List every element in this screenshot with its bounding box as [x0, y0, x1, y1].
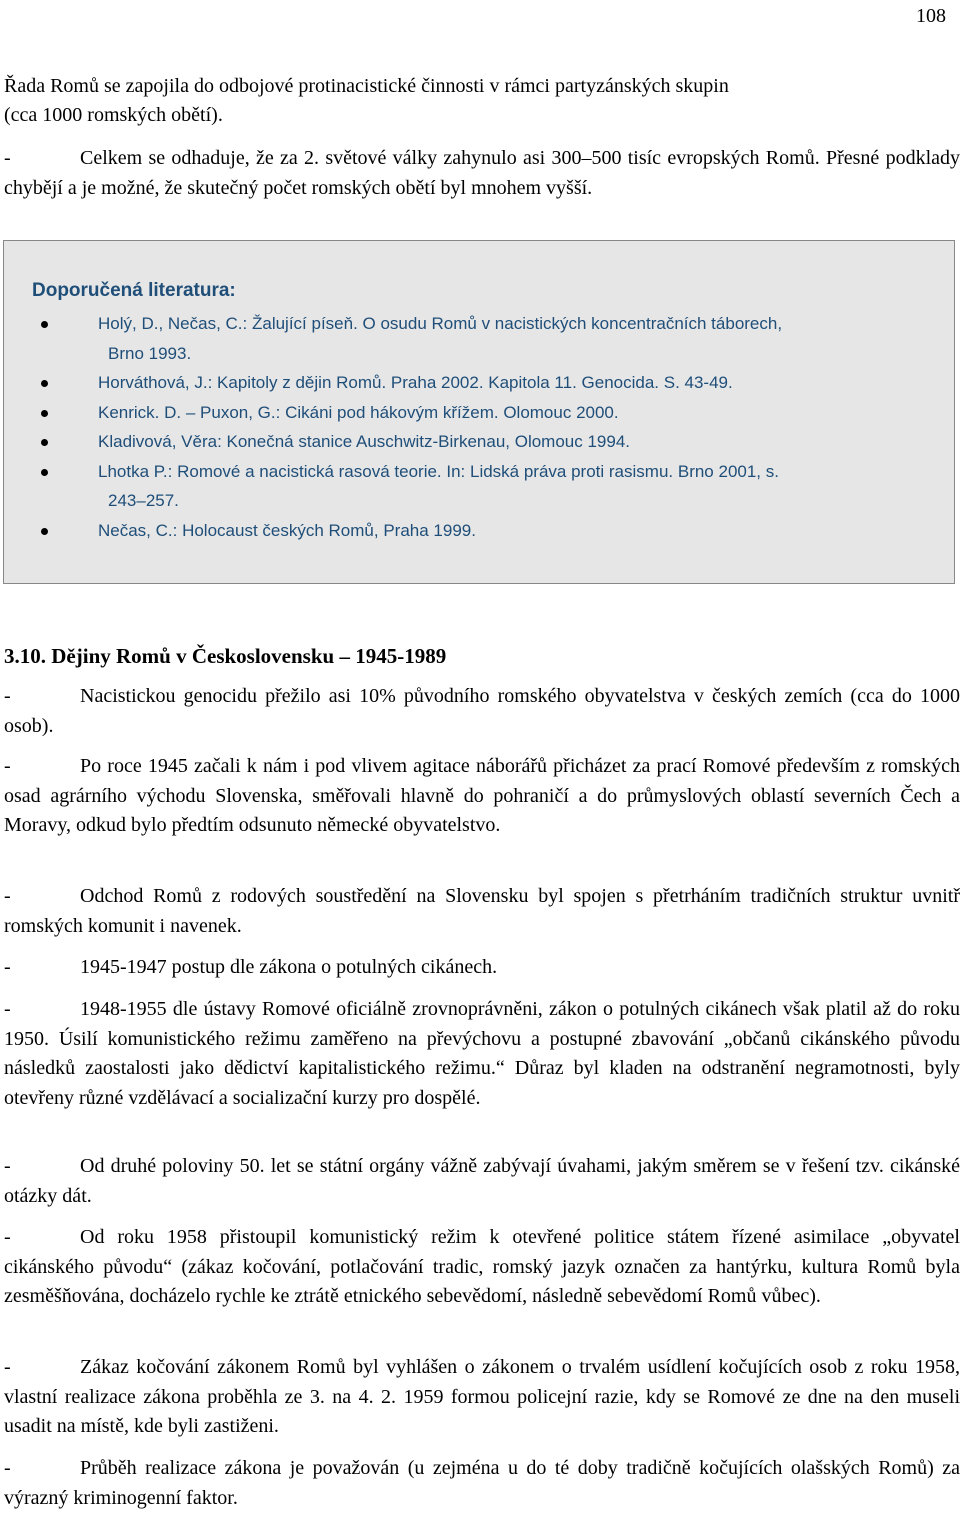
bullet-icon [41, 439, 48, 446]
list-dash: - [4, 998, 11, 1020]
literature-item [4, 398, 944, 428]
intro-estimate-text: Celkem se odhaduje, že za 2. světové války zahynulo asi 300–500 tisíc evropských Romů. Přesné podklady chybějí a je možné, že skutečný počet romských obětí byl mnohem vyšší. [4, 147, 960, 199]
literature-title: Doporučená literatura: [32, 280, 236, 301]
section-paragraph-text: Nacistickou genocidu přežilo asi 10% původního romského obyvatelstva v českých zemích (cca do 1000 osob). [4, 685, 960, 737]
section-paragraph-text: 1948-1955 dle ústavy Romové oficiálně zrovnoprávněni, zákon o potulných cikánech však platil až do roku 1950. Úsilí komunistického režimu zaměřeno na převýchovu a postupné zbavování „občanů cikánského původu následků zaostalosti jako dědictví kapitalistického režimu.“ Důraz byl kladen na odstranění negramotnosti, byly otevřeny různé vzdělávací a socializační kurzy pro dospělé. [4, 998, 960, 1109]
section-paragraph [4, 1152, 960, 1211]
literature-item-text: Kladivová, Věra: Konečná stanice Auschwitz-Birkenau, Olomouc 1994. [98, 432, 631, 451]
list-dash: - [4, 755, 11, 777]
bullet-icon [41, 380, 48, 387]
intro-line-2: (cca 1000 romských obětí). [4, 104, 223, 126]
section-paragraph-text: Od druhé poloviny 50. let se státní orgány vážně zabývají úvahami, jakým směrem se v řešení tzv. cikánské otázky dát. [4, 1155, 960, 1207]
section-paragraph [4, 1353, 960, 1442]
bullet-icon [41, 410, 48, 417]
literature-item [4, 368, 944, 398]
literature-item [4, 309, 944, 368]
section-paragraph [4, 752, 960, 841]
literature-item [4, 427, 944, 457]
literature-item-text: Holý, D., Nečas, C.: Žalující píseň. O osudu Romů v nacistických koncentračních táborech, [98, 314, 783, 333]
section-paragraph-text: Od roku 1958 přistoupil komunistický režim k otevřené politice státem řízené asimilace „obyvatel cikánského původu“ (zákaz kočování, potlačování tradic, romský jazyk označen za hantýrku, kultura Romů byla zesměšňována, docházelo rychle ke ztrátě etnického sebevědomí, následně sebevědomí Romů vůbec). [4, 1226, 960, 1307]
section-paragraph [4, 1223, 960, 1312]
list-dash: - [4, 885, 11, 907]
intro-estimate-paragraph [4, 144, 960, 203]
bullet-icon [41, 469, 48, 476]
list-dash: - [4, 1226, 11, 1248]
section-paragraph [4, 953, 960, 983]
section-paragraph-text: 1945-1947 postup dle zákona o potulných cikánech. [80, 956, 498, 978]
list-dash: - [4, 1356, 11, 1378]
section-paragraph-text: Po roce 1945 začali k nám i pod vlivem agitace náborářů přicházet za prací Romové především z romských osad agrárního východu Slovenska, směřovali hlavně do pohraničí a do průmyslových oblastí severních Čech a Moravy, odkud bylo předtím odsunuto německé obyvatelstvo. [4, 755, 960, 836]
literature-item-text: Kenrick. D. – Puxon, G.: Cikáni pod hákovým křížem. Olomouc 2000. [98, 402, 619, 422]
literature-item [4, 516, 944, 546]
section-heading: 3.10. Dějiny Romů v Československu – 1945-1989 [4, 644, 447, 668]
literature-item-continuation: Brno 1993. [108, 343, 192, 363]
literature-list [4, 309, 944, 545]
page-number: 108 [916, 5, 946, 27]
literature-item-text: Horváthová, J.: Kapitoly z dějin Romů. Praha 2002. Kapitola 11. Genocida. S. 43-49. [98, 373, 733, 392]
literature-item [4, 457, 944, 516]
section-paragraph-text: Odchod Romů z rodových soustředění na Slovensku byl spojen s přetrháním tradičních struktur uvnitř romských komunit i navenek. [4, 885, 960, 937]
literature-item-text: Lhotka P.: Romové a nacistická rasová teorie. In: Lidská práva proti rasismu. Brno 2001, s. [98, 461, 779, 481]
section-paragraph-text: Zákaz kočování zákonem Romů byl vyhlášen o zákonem o trvalém usídlení kočujících osob z roku 1958, vlastní realizace zákona proběhla ze 3. na 4. 2. 1959 formou policejní razie, kdy se Romové ze dne na den museli usadit na místě, kde byli zastiženi. [4, 1356, 960, 1437]
bullet-icon [41, 528, 48, 535]
section-paragraph [4, 1454, 960, 1513]
list-dash: - [4, 147, 11, 169]
intro-line-1: Řada Romů se zapojila do odbojové protinacistické činnosti v rámci partyzánských skupin [4, 75, 729, 97]
list-dash: - [4, 685, 11, 707]
list-dash: - [4, 1155, 11, 1177]
literature-item-text: Nečas, C.: Holocaust českých Romů, Praha 1999. [98, 520, 476, 540]
section-paragraph [4, 682, 960, 741]
section-paragraph-text: Průběh realizace zákona je považován (u zejména u do té doby tradičně kočujících olašských Romů) za výrazný kriminogenní faktor. [4, 1457, 960, 1509]
section-paragraph [4, 882, 960, 941]
list-dash: - [4, 1457, 11, 1479]
bullet-icon [41, 321, 48, 328]
section-paragraph [4, 995, 960, 1113]
list-dash: - [4, 956, 11, 978]
literature-item-continuation: 243–257. [108, 491, 179, 510]
recommended-literature-box [3, 240, 955, 584]
